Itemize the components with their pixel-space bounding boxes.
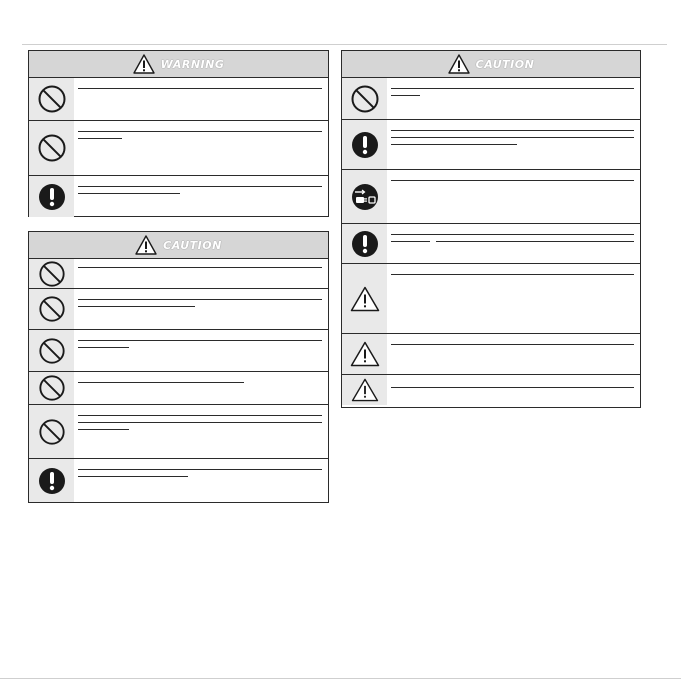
warning-panel xyxy=(28,50,329,217)
text-line xyxy=(78,138,122,139)
text-line xyxy=(391,95,420,96)
text-line xyxy=(78,422,322,423)
prohibition-icon xyxy=(38,260,66,288)
warning-header xyxy=(29,51,328,78)
caution-right-row-6 xyxy=(342,334,640,375)
text-line xyxy=(391,344,634,345)
general-caution-icon xyxy=(351,378,379,402)
text-line xyxy=(436,241,634,242)
caution-left-row-1 xyxy=(29,259,328,289)
text-line xyxy=(78,299,322,300)
caution-left-title: CAUTION xyxy=(163,238,222,252)
caution-right-row-2 xyxy=(342,120,640,170)
caution-left-panel xyxy=(28,231,329,503)
text-line xyxy=(78,469,322,470)
prohibition-icon xyxy=(38,337,66,365)
caution-right-row-5 xyxy=(342,264,640,334)
text-line xyxy=(78,476,188,477)
text-line xyxy=(391,241,430,242)
caution-right-row-1 xyxy=(342,78,640,120)
caution-left-header xyxy=(29,232,328,259)
mandatory-action-icon xyxy=(37,466,67,496)
warning-row-2 xyxy=(29,121,328,176)
mandatory-action-icon xyxy=(350,229,380,259)
text-line xyxy=(78,340,322,341)
caution-right-row-4 xyxy=(342,224,640,264)
text-line xyxy=(78,347,129,348)
text-line xyxy=(78,193,180,194)
text-line xyxy=(78,415,322,416)
text-line xyxy=(78,88,322,89)
text-line xyxy=(391,144,517,145)
warning-triangle-icon xyxy=(135,235,157,255)
prohibition-icon xyxy=(37,133,67,163)
warning-triangle-icon xyxy=(133,54,155,74)
prohibition-icon xyxy=(38,374,66,402)
text-line xyxy=(391,180,634,181)
caution-left-row-4 xyxy=(29,372,328,405)
general-caution-icon xyxy=(350,286,380,312)
text-line xyxy=(78,131,322,132)
warning-triangle-icon xyxy=(448,54,470,74)
caution-right-row-7 xyxy=(342,375,640,405)
caution-right-panel xyxy=(341,50,641,408)
text-line xyxy=(78,382,244,383)
caution-right-row-3 xyxy=(342,170,640,224)
mandatory-action-icon xyxy=(37,182,67,212)
caution-right-header xyxy=(342,51,640,78)
mandatory-action-icon xyxy=(350,130,380,160)
text-line xyxy=(78,186,322,187)
text-line xyxy=(391,88,634,89)
text-line xyxy=(391,130,634,131)
prohibition-icon xyxy=(38,295,66,323)
text-line xyxy=(391,274,634,275)
warning-row-3 xyxy=(29,176,328,217)
prohibition-icon xyxy=(350,84,380,114)
caution-left-row-2 xyxy=(29,289,328,330)
text-line xyxy=(78,267,322,268)
bottom-rule xyxy=(0,678,681,679)
warning-title: WARNING xyxy=(160,57,225,71)
prohibition-icon xyxy=(38,418,66,446)
caution-left-row-3 xyxy=(29,330,328,372)
caution-left-row-5 xyxy=(29,405,328,459)
general-caution-icon xyxy=(350,341,380,367)
prohibition-icon xyxy=(37,84,67,114)
top-rule xyxy=(22,44,667,45)
unplug-icon xyxy=(350,182,380,212)
text-line xyxy=(391,387,634,388)
text-line xyxy=(78,429,129,430)
caution-right-title: CAUTION xyxy=(475,57,535,71)
text-line xyxy=(78,306,195,307)
warning-row-1 xyxy=(29,78,328,121)
caution-left-row-6 xyxy=(29,459,328,502)
text-line xyxy=(391,234,634,235)
text-line xyxy=(391,137,634,138)
